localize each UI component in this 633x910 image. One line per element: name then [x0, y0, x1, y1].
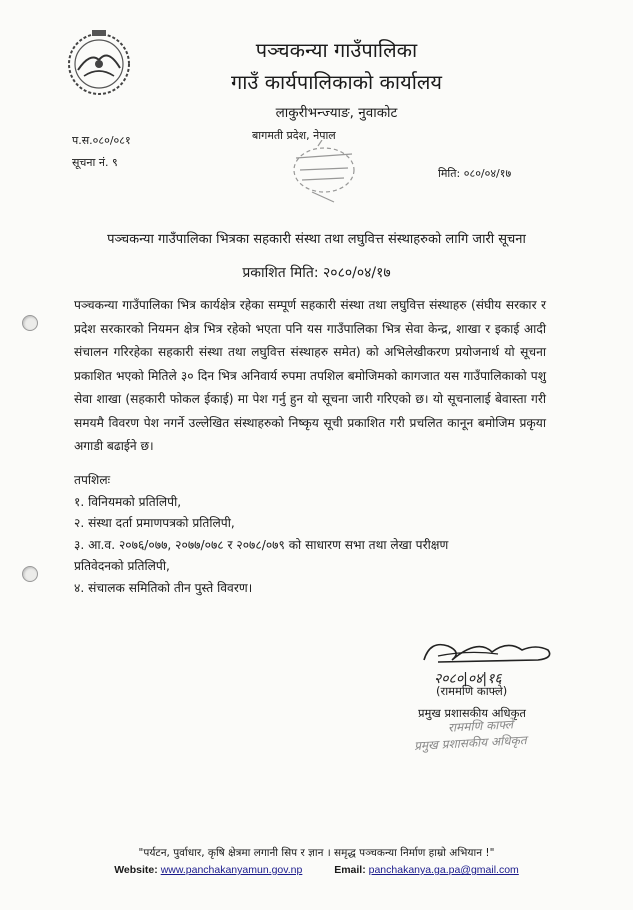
signatory-designation: प्रमुख प्रशासकीय अधिकृत	[418, 706, 526, 720]
list-item: २. संस्था दर्ता प्रमाणपत्रको प्रतिलिपी,	[74, 516, 235, 530]
province-text: बागमती प्रदेश, नेपाल	[252, 129, 336, 142]
published-date: प्रकाशित मिति: २०८०/०४/१७	[242, 265, 391, 281]
notice-subject: पञ्चकन्या गाउँपालिका भित्रका सहकारी संस्था तथा लघुवित्त संस्थाहरुको लागि जारी सूचना	[107, 232, 526, 247]
email-label: Email:	[334, 864, 366, 876]
list-item: ३. आ.व. २०७६/०७७, २०७७/०७८ र २०७८/०७९ को साधारण सभा तथा लेखा परीक्षण	[74, 537, 449, 552]
list-item: प्रतिवेदनको प्रतिलिपी,	[74, 559, 170, 573]
website-link[interactable]: www.panchakanyamun.gov.np	[160, 864, 303, 876]
office-title-line1: पञ्चकन्या गाउँपालिका	[255, 38, 418, 62]
tapsil-list	[74, 470, 554, 599]
office-title-line2: गाउँ कार्यपालिकाको कार्यालय	[230, 70, 443, 94]
patra-sankhya: प.स.०८०/०८१	[72, 134, 131, 147]
office-location: लाकुरीभन्ज्याङ, नुवाकोट	[275, 105, 398, 121]
notice-body-paragraph: पञ्चकन्या गाउँपालिका भित्र कार्यक्षेत्र रहेका सम्पूर्ण सहकारी संस्था तथा लघुवित्त संस्थाहरु (संघीय सरकार र प्रदेश सरकारको नियमन क्षेत्र भित्र रहेको भएता पनि यस गाउँपालिका भित्र सेवा केन्द्र, शाखा र इकाई आदी संचालन गरिरहेका सहकारी संस्था तथा लघुवित्त संस्थाहरु समेत) को अभिलेखीकरण प्रयोजनार्थ यो सूचना प्रकाशित भएको मितिले ३० दिन भित्र अनिवार्य रुपमा तपशिल बमोजिमको कागजात यस गाउँपालिकाको पशु सेवा शाखा (सहकारी फोकल ईकाई) मा पेश गर्नु हुन यो सूचना जारी गरिएको छ। यो सूचनालाई बेवास्ता गरी समयमै विवरण पेश नगर्ने उल्लेखित संस्थाहरुको निष्कृय सूची प्रकाशित गरी प्रचलित कानून बमोजिम प्रकृया अगाडी बढाईने छ।	[74, 298, 546, 453]
reference-block	[72, 130, 131, 174]
suchana-number: सूचना नं. ९	[72, 156, 118, 169]
tapsil-heading: तपशिलः	[74, 473, 111, 487]
footer-motto: "पर्यटन, पुर्वाधार, कृषि क्षेत्रमा लगानी सिप र ज्ञान । समृद्ध पञ्चकन्या निर्माण हाम्रो अभियान !"	[138, 847, 495, 859]
notice-date: मिति: ०८०/०४/१७	[438, 167, 512, 180]
seal-name: राममणि काफ्ले	[447, 717, 514, 735]
email-link[interactable]: panchakanya.ga.pa@gmail.com	[368, 864, 519, 876]
signatory-name: (राममणि काफ्ले)	[436, 684, 508, 698]
punch-hole-icon	[22, 315, 38, 331]
punch-hole-icon	[22, 566, 38, 582]
list-item: १. विनियमको प्रतिलिपी,	[74, 494, 182, 509]
dispatch-stamp-icon	[282, 140, 366, 212]
website-label: Website:	[114, 864, 158, 876]
signature-date: २०८०|०४|१६	[434, 671, 502, 687]
handwritten-signature	[418, 630, 558, 688]
seal-designation: प्रमुख प्रशासकीय अधिकृत	[413, 733, 527, 753]
footer-contact	[0, 864, 633, 876]
list-item: ४. संचालक समितिको तीन पुस्ते विवरण।	[74, 580, 253, 595]
